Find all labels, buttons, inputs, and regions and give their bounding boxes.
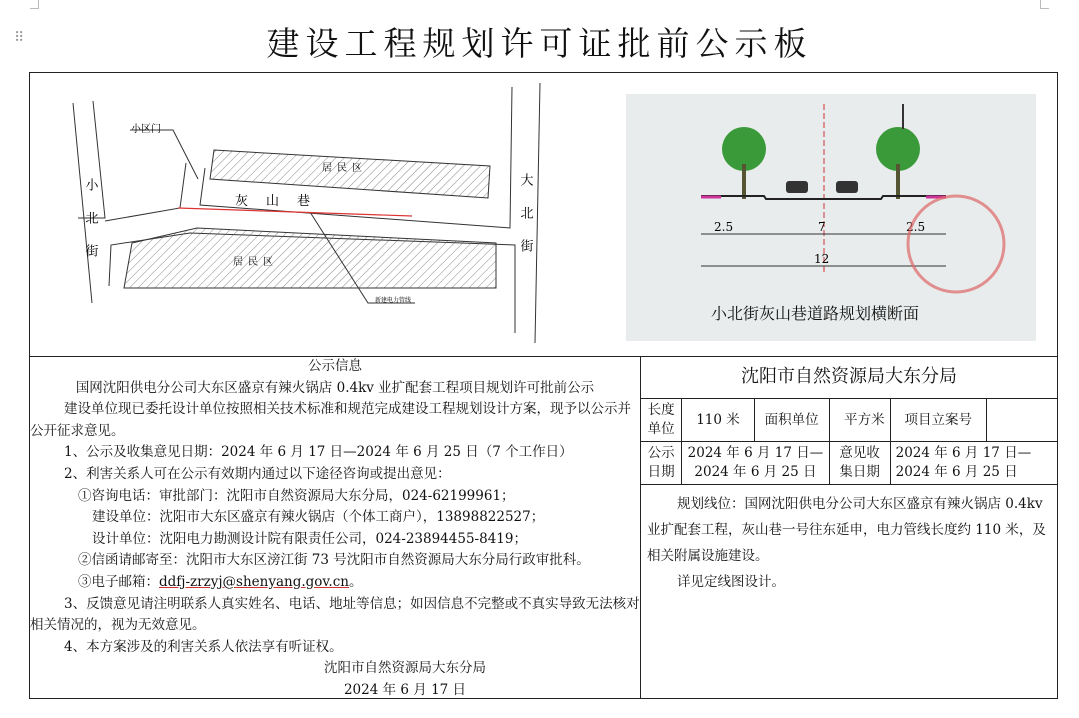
case-label: 项目立案号 <box>890 399 986 442</box>
opinion-value: 2024 年 6 月 17 日—2024 年 6 月 25 日 <box>890 442 1057 485</box>
length-label: 长度单位 <box>641 399 682 442</box>
notice-item-2: 2、利害关系人可在公示有效期内通过以下途径咨询或提出意见： <box>64 465 451 482</box>
page-title: 建设工程规划许可证批前公示板 <box>266 24 813 63</box>
site-map <box>30 73 590 356</box>
route-description: 规划线位：国网沈阳供电分公司大东区盛京有辣火锅店 0.4kv 业扩配套工程，灰山巷一号往东延申，电力管线长度约 110 米，及相关附属设施建设。 <box>647 496 1046 564</box>
map-label-lane: 灰山巷 <box>235 194 329 209</box>
contact-builder: 建设单位：沈阳市大东区盛京有辣火锅店（个体工商户），13898822527； <box>92 509 545 526</box>
map-label-new-line: 新建电力管线 <box>375 297 412 304</box>
dim-road: 7 <box>818 220 826 234</box>
page-corner-mark <box>1040 0 1049 9</box>
photo-caption: 小北街灰山巷道路规划横断面 <box>711 304 920 323</box>
notice-item-1: 1、公示及收集意见日期：2024 年 6 月 17 日—2024 年 6 月 25 日（7 个工作日） <box>64 444 573 461</box>
contact-designer: 设计单位：沈阳电力勘测设计院有限责任公司，024-23894455-8419； <box>92 530 527 547</box>
project-info <box>641 356 1057 698</box>
notice-intro: 建设单位现已委托设计单位按照相关技术标准和规范完成建设工程规划设计方案，现予以公示并公开征求意见。 <box>30 401 631 439</box>
email-line <box>30 572 640 594</box>
date-value: 2024 年 6 月 17 日—2024 年 6 月 25 日 <box>682 442 829 485</box>
detail-note: 详见定线图设计。 <box>677 574 785 590</box>
map-label-west-street: 小北街 <box>82 178 98 277</box>
notice-heading: 公示信息 <box>308 358 362 374</box>
signer: 沈阳市自然资源局大东分局 <box>324 660 486 677</box>
drag-handle-icon[interactable]: ⠿ <box>14 30 25 46</box>
notice-item-4: 4、本方案涉及的利害关系人依法享有听证权。 <box>64 638 343 655</box>
area-value: 平方米 <box>829 399 890 442</box>
dim-total: 12 <box>814 252 830 266</box>
page-corner-mark <box>30 0 39 9</box>
date-label: 公示日期 <box>641 442 682 485</box>
map-label-residential-south: 居民区 <box>233 257 278 268</box>
case-value <box>987 399 1058 442</box>
dim-left: 2.5 <box>714 220 734 234</box>
project-table <box>641 399 1057 485</box>
email-end: 。 <box>348 573 363 590</box>
notice-item-3: 3、反馈意见请注明联系人真实姓名、电话、地址等信息；如因信息不完整或不真实导致无法核对相关情况的，视为无效意见。 <box>30 595 640 634</box>
dim-right: 2.5 <box>906 220 926 234</box>
opinion-label: 意见收集日期 <box>829 442 890 485</box>
notice-info <box>30 356 641 698</box>
road-cross-section-photo <box>626 94 1036 341</box>
email-link[interactable]: ddfj-zrzyj@shenyang.gov.cn <box>159 573 349 590</box>
notice-date: 2024 年 6 月 17 日 <box>343 681 467 698</box>
contact-approval: ①咨询电话：审批部门：沈阳市自然资源局大东分局，024-62199961； <box>78 487 515 504</box>
area-label: 面积单位 <box>754 399 829 442</box>
notice-project: 国网沈阳供电分公司大东区盛京有辣火锅店 0.4kv 业扩配套工程项目规划许可批前公示 <box>75 379 595 396</box>
image-row <box>30 73 1057 357</box>
org-name: 沈阳市自然资源局大东分局 <box>641 356 1057 399</box>
map-label-residential-north: 居民区 <box>322 163 367 174</box>
email-label: ③电子邮箱： <box>78 573 159 590</box>
notice-board <box>29 72 1058 699</box>
mail-address: ②信函请邮寄至：沈阳市大东区滂江街 73 号沈阳市自然资源局大东分局行政审批科。 <box>78 552 590 569</box>
map-label-east-street: 大北街 <box>517 173 533 272</box>
map-label-gate: 小区门 <box>131 124 161 135</box>
length-value: 110 米 <box>682 399 754 442</box>
